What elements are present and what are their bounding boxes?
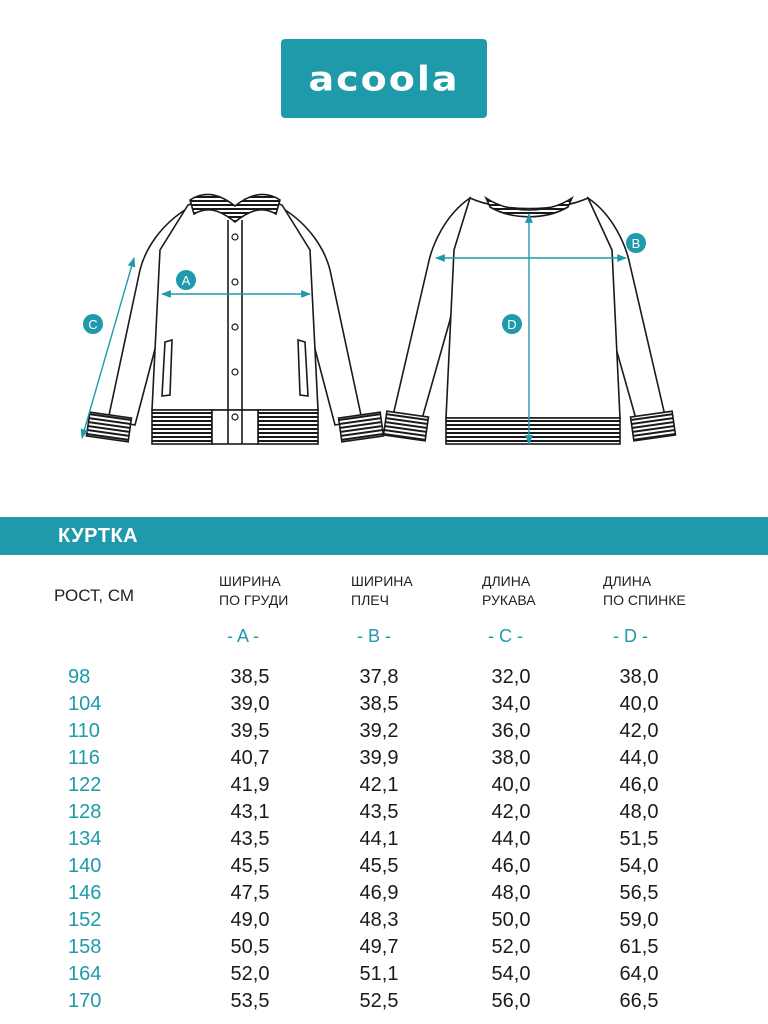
table-row: 158 50,5 49,7 52,0 61,5 [68,936,659,958]
table-row: 98 38,5 37,8 32,0 38,0 [68,666,659,688]
svg-text:B: B [631,236,641,251]
column-header-back-length: ДЛИНА ПО СПИНКЕ [603,573,686,608]
table-row: 152 49,0 48,3 50,0 59,0 [68,909,659,931]
table-row: 146 47,5 46,9 48,0 56,5 [68,882,659,904]
column-letter-b: - B - [357,626,391,646]
table-row: 170 53,5 52,5 56,0 66,5 [68,990,659,1012]
brand-logo-text: acoola [308,58,460,99]
svg-text:D: D [507,317,517,332]
table-title: КУРТКА [58,525,139,547]
marker-b [626,233,646,253]
svg-text:C: C [88,317,98,332]
table-row: 140 45,5 45,5 46,0 54,0 [68,855,659,877]
column-header-shoulder-width: ШИРИНА ПЛЕЧ [351,573,413,608]
table-row: 164 52,0 51,1 54,0 64,0 [68,963,659,985]
column-letter-a: - A - [227,626,260,646]
jacket-diagram [0,0,768,470]
table-row: 116 40,7 39,9 38,0 44,0 [68,747,659,769]
table-row: 104 39,0 38,5 34,0 40,0 [68,693,659,715]
column-header-chest-width: ШИРИНА ПО ГРУДИ [219,573,289,608]
table-row: 110 39,5 39,2 36,0 42,0 [68,720,659,742]
marker-a [176,270,196,290]
marker-c [83,314,103,334]
table-row: 134 43,5 44,1 44,0 51,5 [68,828,659,850]
table-row: 122 41,9 42,1 40,0 46,0 [68,774,659,796]
column-letter-d: - D - [613,626,648,646]
height-column-header: РОСТ, СМ [54,586,135,605]
jacket-front [87,194,384,444]
column-letter-c: - C - [488,626,523,646]
size-table-body [0,664,768,1015]
table-row: 128 43,1 43,5 42,0 48,0 [68,801,659,823]
table-title-banner [0,517,768,555]
column-header-sleeve-length: ДЛИНА РУКАВА [482,573,536,608]
svg-text:A: A [181,273,191,288]
marker-d [502,314,522,334]
